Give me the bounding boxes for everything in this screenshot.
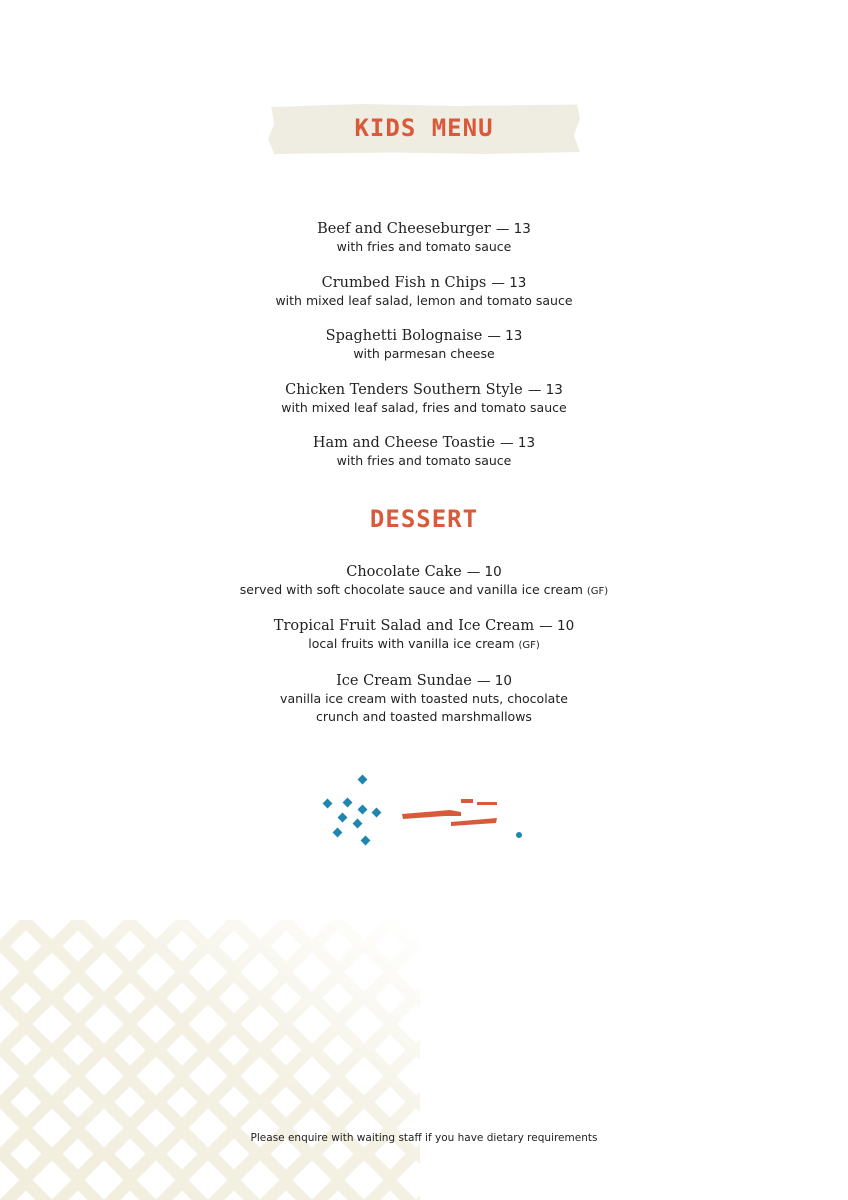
gluten-free-tag: (GF) <box>518 640 540 651</box>
item-description: with fries and tomato sauce <box>336 239 512 254</box>
menu-item <box>0 615 848 655</box>
menu-item <box>0 218 848 256</box>
dessert-title: DESSERT <box>369 505 479 533</box>
menu-item <box>0 379 848 417</box>
menu-item <box>0 432 848 470</box>
item-description: with fries and tomato sauce <box>336 453 512 468</box>
item-name: Chicken Tenders Southern Style <box>285 382 523 398</box>
item-price: — 10 <box>466 564 502 580</box>
item-description <box>0 635 848 655</box>
item-description-line-1: vanilla ice cream with toasted nuts, chocolate <box>280 691 568 706</box>
item-name: Tropical Fruit Salad and Ice Cream <box>273 618 535 634</box>
item-name: Beef and Cheeseburger <box>317 221 491 237</box>
item-price: — 13 <box>491 275 527 291</box>
menu-item <box>0 325 848 363</box>
item-description: with mixed leaf salad, lemon and tomato sauce <box>275 293 573 308</box>
item-price: — 10 <box>539 618 575 634</box>
gluten-free-tag: (GF) <box>586 586 609 597</box>
item-description: with mixed leaf salad, fries and tomato sauce <box>281 400 567 415</box>
decorative-motif <box>315 770 535 850</box>
item-name: Ice Cream Sundae <box>336 673 472 689</box>
menu-item <box>0 670 848 726</box>
item-name: Chocolate Cake <box>346 564 462 580</box>
item-description-text: served with soft chocolate sauce and vanilla ice cream <box>239 582 583 597</box>
item-description-text: local fruits with vanilla ice cream <box>308 636 515 651</box>
item-description-line-2: crunch and toasted marshmallows <box>316 709 532 724</box>
item-price: — 10 <box>476 673 512 689</box>
item-price: — 13 <box>500 435 536 451</box>
diamond-pattern <box>0 920 420 1200</box>
menu-item <box>0 561 848 601</box>
item-name: Crumbed Fish n Chips <box>321 275 487 291</box>
kids-menu-title: KIDS MENU <box>354 114 494 142</box>
item-description: with parmesan cheese <box>353 346 495 361</box>
dietary-note: Please enquire with waiting staff if you have dietary requirements <box>250 1132 598 1144</box>
item-name: Ham and Cheese Toastie <box>312 435 496 451</box>
item-price: — 13 <box>487 328 523 344</box>
menu-item <box>0 272 848 310</box>
item-name: Spaghetti Bolognaise <box>325 328 483 344</box>
item-price: — 13 <box>495 221 531 237</box>
item-price: — 13 <box>527 382 563 398</box>
item-description <box>0 581 848 601</box>
